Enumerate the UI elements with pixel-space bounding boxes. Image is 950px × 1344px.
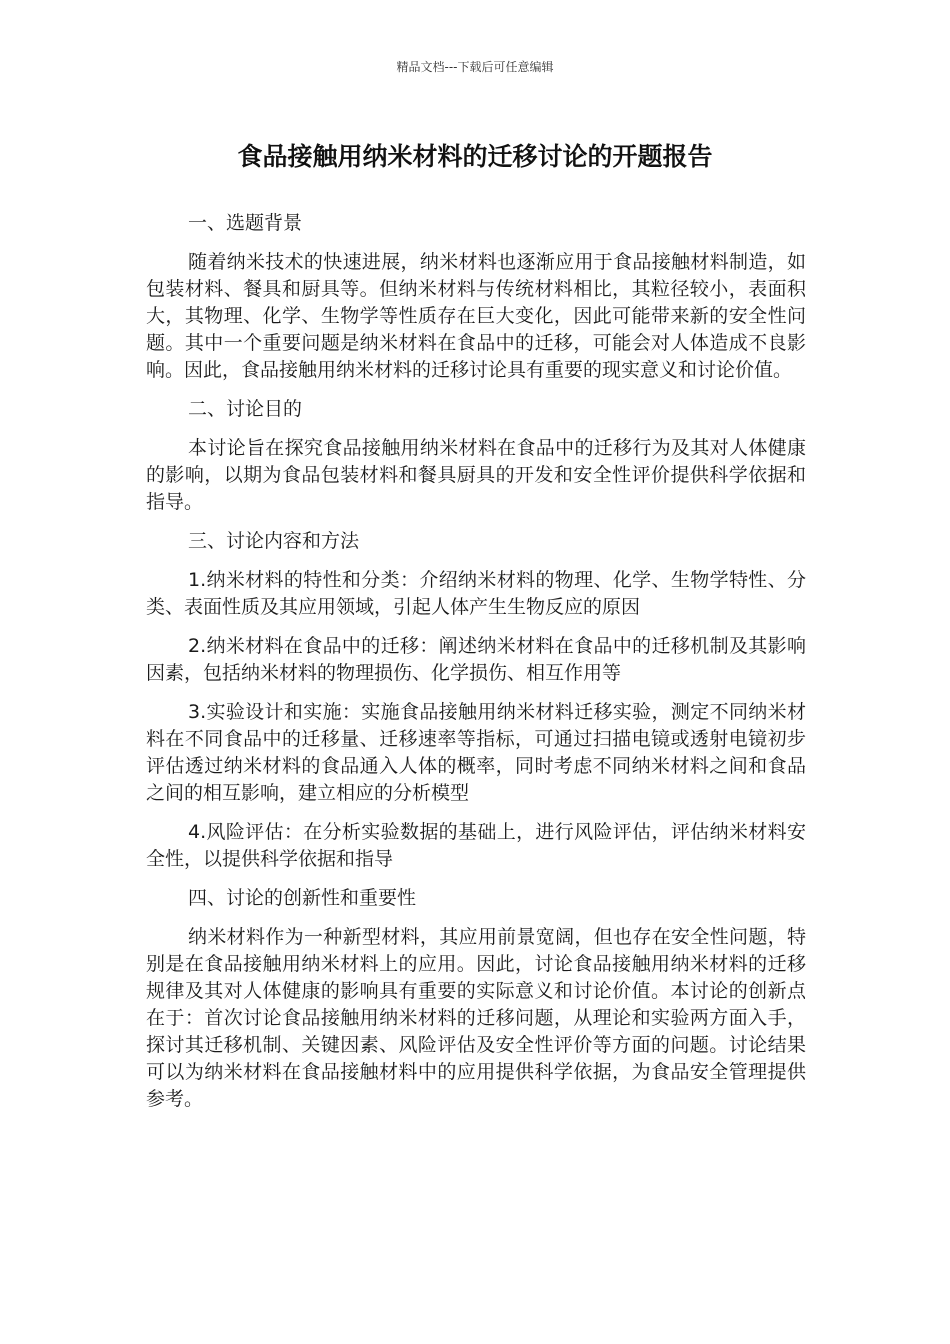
paragraph-purpose: 本讨论旨在探究食品接触用纳米材料在食品中的迁移行为及其对人体健康的影响，以期为食品包装材料和餐具厨具的开发和安全性评价提供科学依据和指导。: [146, 437, 806, 513]
document-title: 食品接触用纳米材料的迁移讨论的开题报告: [237, 142, 713, 171]
paragraph-background: 随着纳米技术的快速进展，纳米材料也逐渐应用于食品接触材料制造，如包装材料、餐具和厨具等。但纳米材料与传统材料相比，其粒径较小，表面积大，其物理、化学、生物学等性质存在巨大变化，因此可能带来新的安全性问题。其中一个重要问题是纳米材料在食品中的迁移，可能会对人体造成不良影响。因此，食品接触用纳米材料的迁移讨论具有重要的现实意义和讨论价值。: [146, 251, 806, 381]
paragraph-item-4: 4.风险评估：在分析实验数据的基础上，进行风险评估，评估纳米材料安全性，以提供科学依据和指导: [146, 821, 806, 870]
section-heading-background: 一、选题背景: [188, 212, 303, 234]
header-note: 精品文档---下载后可任意编辑: [396, 60, 554, 74]
section-heading-purpose: 二、讨论目的: [188, 398, 303, 420]
section-heading-content-methods: 三、讨论内容和方法: [188, 530, 360, 552]
paragraph-item-3: 3.实验设计和实施：实施食品接触用纳米材料迁移实验，测定不同纳米材料在不同食品中的迁移量、迁移速率等指标，可通过扫描电镜或透射电镜初步评估透过纳米材料的食品通入人体的概率，同时考虑不同纳米材料之间和食品之间的相互影响，建立相应的分析模型: [146, 701, 806, 804]
paragraph-item-1: 1.纳米材料的特性和分类：介绍纳米材料的物理、化学、生物学特性、分类、表面性质及其应用领域，引起人体产生生物反应的原因: [146, 569, 806, 618]
section-heading-innovation: 四、讨论的创新性和重要性: [188, 887, 417, 909]
paragraph-item-2: 2.纳米材料在食品中的迁移：阐述纳米材料在食品中的迁移机制及其影响因素，包括纳米材料的物理损伤、化学损伤、相互作用等: [146, 635, 806, 684]
document-body: [146, 210, 806, 1125]
paragraph-innovation: 纳米材料作为一种新型材料，其应用前景宽阔，但也存在安全性问题，特别是在食品接触用纳米材料上的应用。因此，讨论食品接触用纳米材料的迁移规律及其对人体健康的影响具有重要的实际意义和讨论价值。本讨论的创新点在于：首次讨论食品接触用纳米材料的迁移问题，从理论和实验两方面入手，探讨其迁移机制、关键因素、风险评估及安全性评价等方面的问题。讨论结果可以为纳米材料在食品接触材料中的应用提供科学依据，为食品安全管理提供参考。: [146, 926, 806, 1110]
